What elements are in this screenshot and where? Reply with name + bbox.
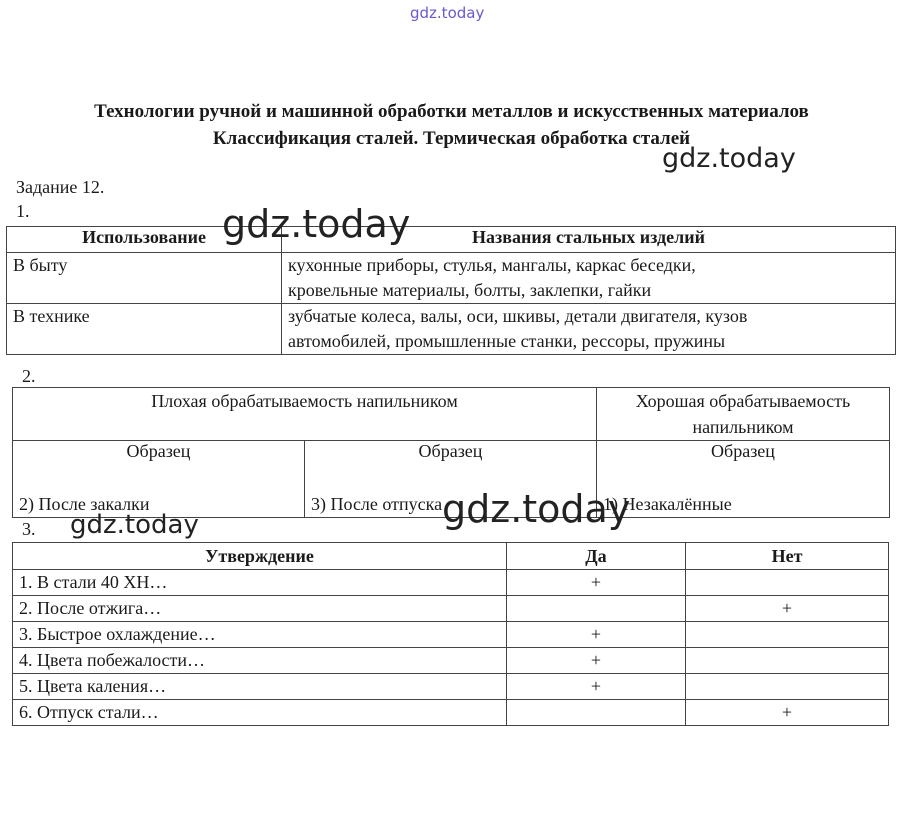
items-line: кухонные приборы, стулья, мангалы, каркас беседки, — [288, 255, 696, 275]
table-row — [13, 596, 889, 622]
yes-cell — [507, 596, 686, 622]
no-cell — [686, 648, 889, 674]
no-header: Нет — [686, 543, 889, 570]
usage-cell: В быту — [7, 253, 282, 304]
table-row — [13, 648, 889, 674]
sample-result: 1) Незакалённые — [603, 494, 732, 514]
good-header: Хорошая обрабатываемость напильником — [597, 388, 890, 441]
items-line: автомобилей, промышленные станки, рессоры, пружины — [288, 331, 726, 351]
yes-cell: + — [507, 674, 686, 700]
yes-cell — [507, 700, 686, 726]
statement-cell: 4. Цвета побежалости… — [13, 648, 507, 674]
yes-header: Да — [507, 543, 686, 570]
statement-cell: 3. Быстрое охлаждение… — [13, 622, 507, 648]
watermark-2: gdz.today — [222, 202, 411, 246]
table-row — [13, 674, 889, 700]
statement-cell: 6. Отпуск стали… — [13, 700, 507, 726]
usage-header-items: Названия стальных изделий — [282, 227, 896, 253]
usage-cell: В технике — [7, 304, 282, 355]
sample-label: Образец — [711, 441, 775, 461]
table-row — [13, 700, 889, 726]
part3-number: 3. — [22, 519, 36, 539]
yes-cell: + — [507, 648, 686, 674]
no-cell — [686, 570, 889, 596]
watermark-top: gdz.today — [410, 4, 485, 22]
yes-cell: + — [507, 622, 686, 648]
no-cell — [686, 622, 889, 648]
sample-label: Образец — [418, 441, 483, 461]
statements-table — [12, 542, 889, 726]
items-cell — [282, 304, 896, 355]
watermark-4: gdz.today — [70, 510, 199, 540]
watermark-1: gdz.today — [662, 143, 796, 174]
part2-number: 2. — [22, 366, 36, 386]
table-row — [7, 253, 896, 304]
statement-cell: 5. Цвета каления… — [13, 674, 507, 700]
table-row — [7, 304, 896, 355]
watermark-3: gdz.today — [442, 487, 631, 531]
statement-header: Утверждение — [13, 543, 507, 570]
no-cell: + — [686, 596, 889, 622]
task-label: Задание 12. — [16, 177, 105, 197]
no-cell — [686, 674, 889, 700]
sample-result: 2) После закалки — [19, 494, 150, 514]
items-cell — [282, 253, 896, 304]
page-subtitle: Классификация сталей. Термическая обработка сталей — [212, 128, 691, 149]
statement-cell: 2. После отжига… — [13, 596, 507, 622]
usage-table — [6, 226, 896, 355]
sample-cell — [13, 441, 305, 518]
table-row — [13, 570, 889, 596]
items-line: кровельные материалы, болты, заклепки, гайки — [288, 280, 652, 300]
statement-cell: 1. В стали 40 ХН… — [13, 570, 507, 596]
bad-header: Плохая обрабатываемость напильником — [13, 388, 597, 441]
page-title: Технологии ручной и машинной обработки металлов и искусственных материалов — [94, 101, 809, 122]
sample-cell — [597, 441, 890, 518]
sample-label: Образец — [126, 441, 191, 461]
yes-cell: + — [507, 570, 686, 596]
table-row — [13, 622, 889, 648]
usage-header-use: Использование — [7, 227, 282, 253]
sample-result: 3) После отпуска — [311, 494, 443, 514]
no-cell: + — [686, 700, 889, 726]
part1-number: 1. — [16, 201, 30, 221]
items-line: зубчатые колеса, валы, оси, шкивы, детали двигателя, кузов — [288, 306, 748, 326]
